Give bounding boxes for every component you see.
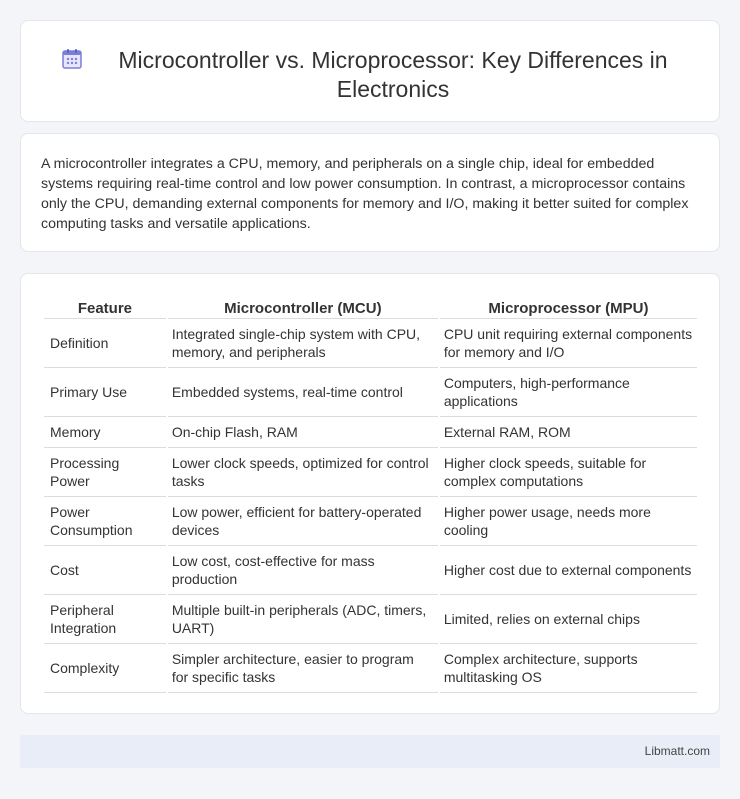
table-row: [44, 319, 697, 368]
feature-cell: Complexity: [44, 644, 166, 693]
mpu-cell: Computers, high-performance applications: [440, 368, 697, 417]
table-row: [44, 497, 697, 546]
comparison-table: [42, 296, 699, 693]
header-mcu: Microcontroller (MCU): [168, 296, 438, 319]
footer-brand-link[interactable]: Libmatt.com: [644, 744, 710, 758]
feature-cell: Memory: [44, 417, 166, 448]
page-title: Microcontroller vs. Microprocessor: Key Differences in Electronics: [118, 47, 668, 102]
table-row: [44, 368, 697, 417]
mcu-cell: Lower clock speeds, optimized for control tasks: [168, 448, 438, 497]
mcu-cell: Simpler architecture, easier to program for specific tasks: [168, 644, 438, 693]
mpu-cell: External RAM, ROM: [440, 417, 697, 448]
feature-cell: Processing Power: [44, 448, 166, 497]
table-row: [44, 644, 697, 693]
footer: [20, 735, 720, 768]
mpu-cell: Higher clock speeds, suitable for complex computations: [440, 448, 697, 497]
feature-cell: Cost: [44, 546, 166, 595]
mpu-cell: Higher power usage, needs more cooling: [440, 497, 697, 546]
summary-card: [20, 133, 720, 252]
mpu-cell: CPU unit requiring external components for memory and I/O: [440, 319, 697, 368]
mpu-cell: Limited, relies on external chips: [440, 595, 697, 644]
table-row: [44, 448, 697, 497]
mcu-cell: Low power, efficient for battery-operated devices: [168, 497, 438, 546]
table-row: [44, 546, 697, 595]
table-row: [44, 417, 697, 448]
mcu-cell: Embedded systems, real-time control: [168, 368, 438, 417]
mpu-cell: Complex architecture, supports multitasking OS: [440, 644, 697, 693]
table-header-row: [44, 296, 697, 319]
mcu-cell: On-chip Flash, RAM: [168, 417, 438, 448]
feature-cell: Definition: [44, 319, 166, 368]
header-mpu: Microprocessor (MPU): [440, 296, 697, 319]
comparison-card: [20, 273, 720, 714]
feature-cell: Peripheral Integration: [44, 595, 166, 644]
summary-text: A microcontroller integrates a CPU, memory, and peripherals on a single chip, ideal for embedded systems requiring real-time control and low power consumption. In contrast, a microprocessor contains only the CPU, demanding external components for memory and I/O, making it better suited for complex computing tasks and versatile applications.: [41, 156, 689, 232]
title-card: [20, 20, 720, 122]
title-wrap: [61, 46, 699, 104]
mpu-cell: Higher cost due to external components: [440, 546, 697, 595]
mcu-cell: Multiple built-in peripherals (ADC, timers, UART): [168, 595, 438, 644]
feature-cell: Primary Use: [44, 368, 166, 417]
table-row: [44, 595, 697, 644]
mcu-cell: Low cost, cost-effective for mass production: [168, 546, 438, 595]
feature-cell: Power Consumption: [44, 497, 166, 546]
header-feature: Feature: [44, 296, 166, 319]
mcu-cell: Integrated single-chip system with CPU, memory, and peripherals: [168, 319, 438, 368]
